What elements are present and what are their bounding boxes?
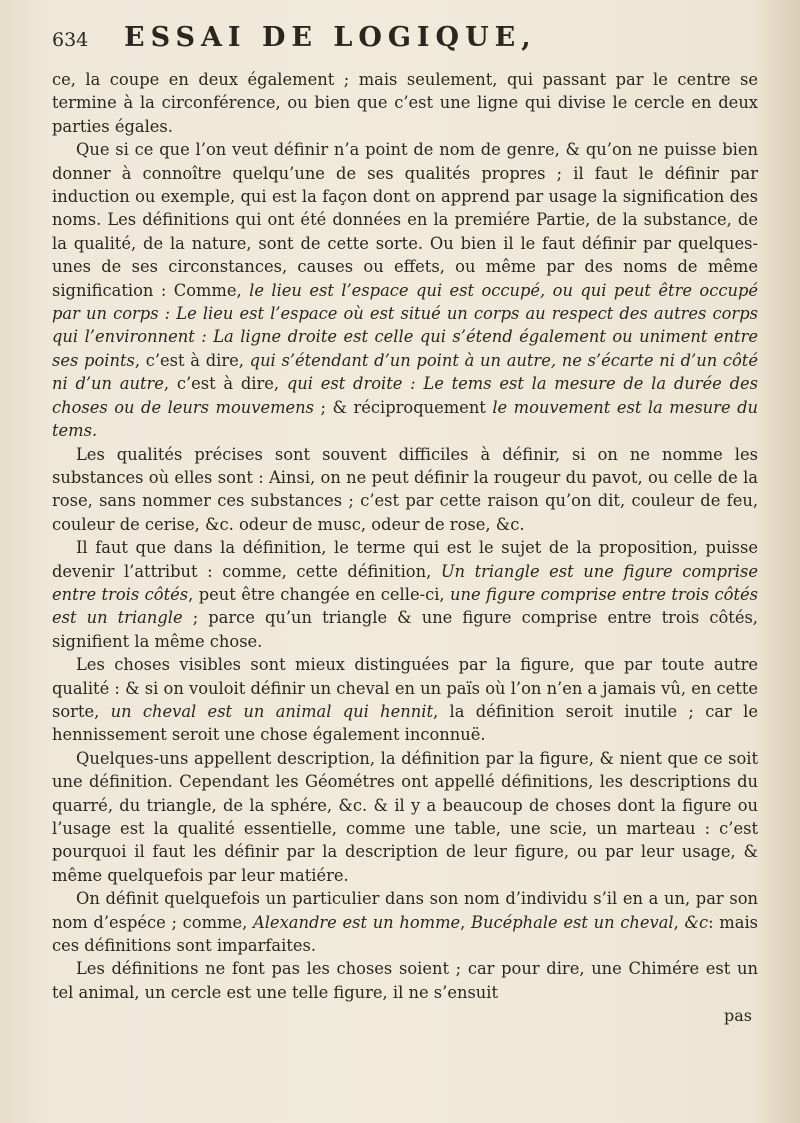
text-run: On définit quelquefois un particulier dans son nom d’individu s’il en a un, par son nom d’espéce ; comme, xyxy=(52,889,758,932)
text-run: ; & réciproquement xyxy=(314,397,493,417)
italic-phrase: qui s’étendant d’un point à un autre, ne s’écarte ni d’un côté ni d’un autre xyxy=(52,350,758,394)
paragraph xyxy=(52,653,758,747)
page-number: 634 xyxy=(52,29,89,51)
text-run: , xyxy=(460,912,472,932)
text-run: Les choses visibles sont mieux distinguées par la figure, que par toute autre qualité : & si on vouloit définir un cheval en un païs où l’on n’en a jamais vû, en cette sorte, xyxy=(52,655,758,721)
italic-phrase: le mouvement est la mesure du tems. xyxy=(52,397,758,441)
text-run: Quelques-uns appellent description, la définition par la figure, & nient que ce soit une définition. Cependant les Géométres ont appellé définitions, les descriptions du quarré, du triangle, de la sphére, &c. & il y a beaucoup de choses dont la figure ou l’usage est la qualité essentielle, comme une table, une scie, un marteau : c’est pourquoi il faut les définir par la description de leur figure, ou par leur usage, & même quelquefois par leur matiére. xyxy=(52,748,758,885)
text-run: , c’est à dire, xyxy=(163,374,287,394)
running-title: ESSAI DE LOGIQUE, xyxy=(124,22,537,53)
page-header xyxy=(52,22,758,62)
paragraph xyxy=(52,138,758,442)
text-run: , la définition seroit inutile ; car le hennissement seroit une chose également inconnuë. xyxy=(52,701,758,745)
text-run: , peut être changée en celle-ci, xyxy=(188,584,451,604)
text-run: Il faut que dans la définition, le terme qui est le sujet de la proposition, puisse devenir l’attribut : comme, cette définition, xyxy=(52,538,758,581)
paragraph xyxy=(52,957,758,1004)
italic-phrase: &c xyxy=(684,912,709,932)
italic-phrase: qui est droite : Le tems est la mesure de la durée des choses ou de leurs mouvemens xyxy=(52,374,758,417)
paragraph xyxy=(52,536,758,653)
text-run: ; parce qu’un triangle & une figure comprise entre trois côtés, signifient la même chose. xyxy=(52,608,758,651)
text-run: : mais ces définitions sont imparfaites. xyxy=(52,912,759,956)
italic-phrase: Un triangle est une figure comprise entre trois côtés xyxy=(52,561,758,604)
paragraph xyxy=(52,887,758,957)
italic-phrase: une figure comprise entre trois côtés est un triangle xyxy=(52,584,758,628)
italic-phrase: Bucéphale est un cheval xyxy=(471,912,674,932)
italic-phrase: le lieu est l’espace qui est occupé, ou qui peut être occupé par un corps : Le lieu est l’espace où est situé un corps au respect des autres corps qui l’environnent : La ligne droite est celle qui s’étend également ou uniment entre ses points xyxy=(52,280,759,370)
paragraph xyxy=(52,443,758,537)
text-run: ce, la coupe en deux également ; mais seulement, qui passant par le centre se termine à la circonférence, ou bien que c’est une ligne qui divise le cercle en deux parties égales. xyxy=(52,70,758,136)
text-run: Les définitions ne font pas les choses soient ; car pour dire, une Chimére est un tel animal, un cercle est une telle figure, il ne s’ensuit xyxy=(52,959,758,1002)
paragraph xyxy=(52,68,758,138)
text-run: Que si ce que l’on veut définir n’a point de nom de genre, & qu’on ne puisse bien donner à connoître quelqu’une de ses qualités propres ; il faut le définir par induction ou exemple, qui est la façon dont on apprend par usage la signification des noms. Les définitions qui ont été données en la premiére Partie, de la substance, de la qualité, de la nature, sont de cette sorte. Ou bien il le faut définir par quelques-unes de ses circonstances, causes ou effets, ou même par des noms de même signification : Comme, xyxy=(52,140,758,300)
catchword: pas xyxy=(724,1006,752,1026)
italic-phrase: un cheval est un animal qui hennit xyxy=(110,701,434,721)
italic-phrase: Alexandre est un homme xyxy=(252,912,461,932)
text-run: Les qualités précises sont souvent difficiles à définir, si on ne nomme les substances où elles sont : Ainsi, on ne peut définir la rougeur du pavot, ou celle de la rose, sans nommer ces substances ; c’est par cette raison qu’on dit, couleur de feu, couleur de cerise, &c. odeur de musc, odeur de rose, &c. xyxy=(52,444,758,534)
text-run: , xyxy=(673,912,685,932)
text-run: , c’est à dire, xyxy=(134,350,250,370)
body-text xyxy=(52,68,758,1004)
paragraph xyxy=(52,747,758,887)
